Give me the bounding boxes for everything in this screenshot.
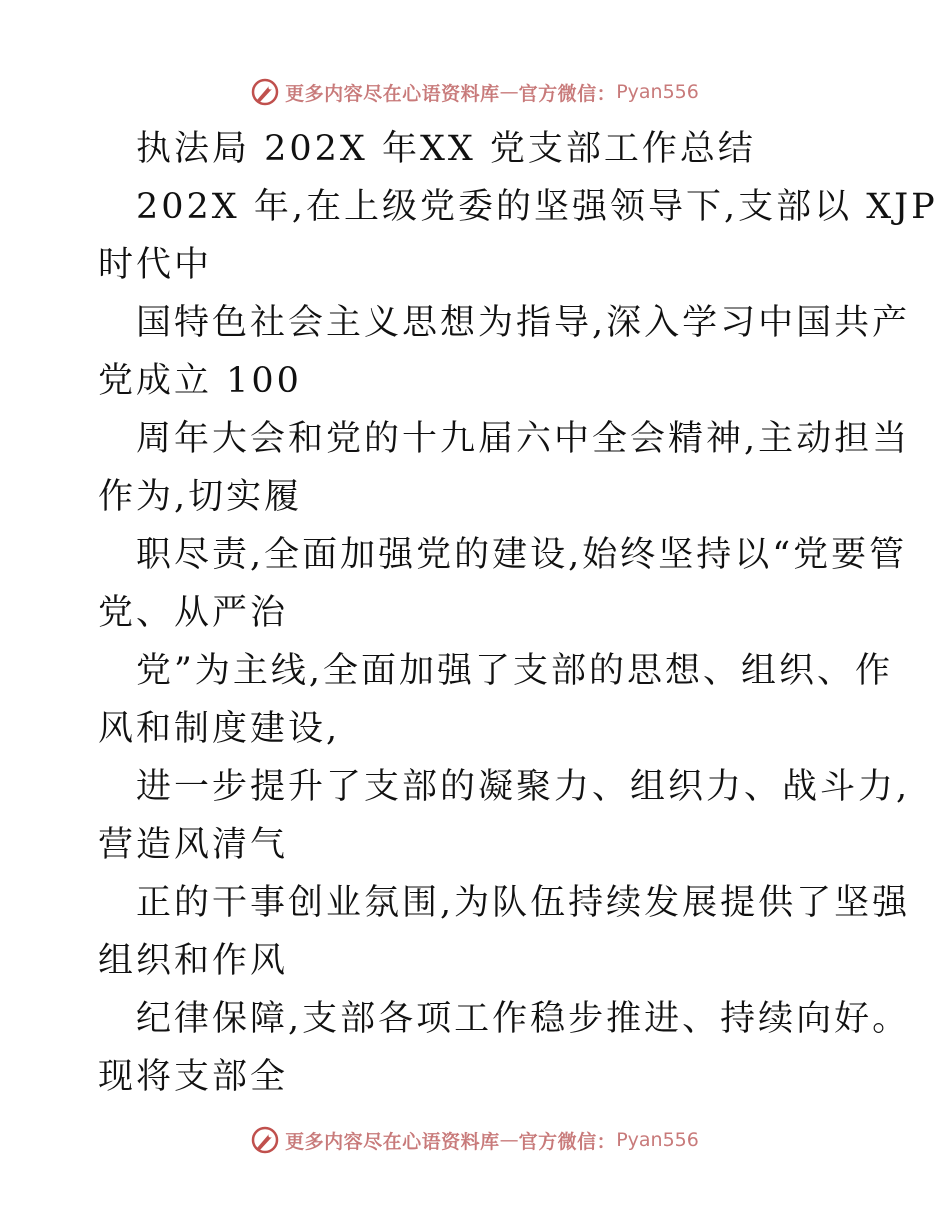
- wechat-label: 官方微信：: [518, 1130, 617, 1153]
- pen-logo-icon: [251, 1126, 279, 1154]
- wechat-id: Pyan556: [616, 1129, 699, 1151]
- pen-logo-icon: [251, 78, 279, 106]
- paragraph-line: 党、从严治: [98, 593, 289, 633]
- paragraph-line: 现将支部全: [98, 1057, 289, 1097]
- paragraph-line: 202X 年,在上级党委的坚强领导下,支部以 XJP: [136, 187, 938, 227]
- paragraph-line: 职尽责,全面加强党的建设,始终坚持以“党要管: [136, 535, 908, 575]
- watermark-separator: —: [499, 81, 519, 103]
- paragraph-line: 国特色社会主义思想为指导,深入学习中国共产: [136, 303, 911, 343]
- watermark-header: [0, 72, 950, 112]
- document-body: [98, 120, 938, 1106]
- watermark-footer: [0, 1120, 950, 1160]
- watermark-text: 更多内容尽在心语资料库: [285, 1130, 500, 1153]
- paragraph-line: 组织和作风: [98, 941, 289, 981]
- paragraph-line: 周年大会和党的十九届六中全会精神,主动担当: [136, 419, 911, 459]
- paragraph-line: 纪律保障,支部各项工作稳步推进、持续向好。: [136, 999, 911, 1039]
- watermark-text: 更多内容尽在心语资料库: [285, 82, 500, 105]
- paragraph-line: 营造风清气: [98, 825, 289, 865]
- paragraph-line: 党成立 100: [98, 361, 302, 401]
- paragraph-line: 进一步提升了支部的凝聚力、组织力、战斗力,: [136, 767, 911, 807]
- paragraph-line: 党”为主线,全面加强了支部的思想、组织、作: [136, 651, 894, 691]
- wechat-label: 官方微信：: [518, 82, 617, 105]
- paragraph-line: 时代中: [98, 245, 213, 285]
- watermark-separator: —: [499, 1129, 519, 1151]
- document-title: 执法局 202X 年XX 党支部工作总结: [136, 129, 756, 169]
- paragraph-line: 风和制度建设,: [98, 709, 341, 749]
- paragraph-line: 作为,切实履: [98, 477, 303, 517]
- paragraph-line: 正的干事创业氛围,为队伍持续发展提供了坚强: [136, 883, 911, 923]
- wechat-id: Pyan556: [616, 81, 699, 103]
